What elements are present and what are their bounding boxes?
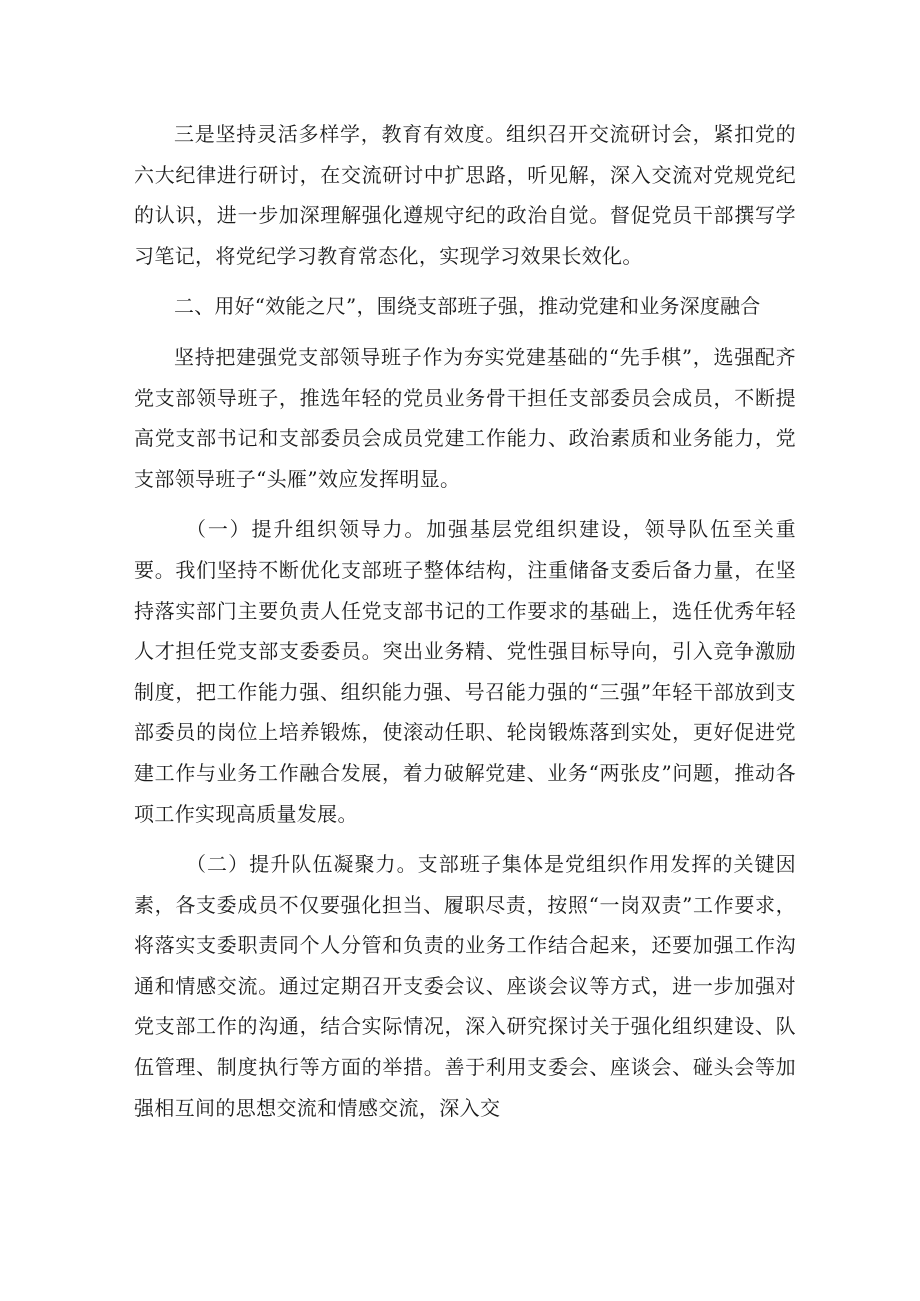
paragraph-team-cohesion: （二）提升队伍凝聚力。支部班子集体是党组织作用发挥的关键因素，各支委成员不仅要强化担当、履职尽责，按照“一岗双责”工作要求，将落实支委职责同个人分管和负责的业务工作结合起来，还要加强工作沟通和情感交流。通过定期召开支委会议、座谈会议等方式，进一步加强对党支部工作的沟通，结合实际情况，深入研究探讨关于强化组织建设、队伍管理、制度执行等方面的举措。善于利用支委会、座谈会、碰头会等加强相互间的思想交流和情感交流，深入交 (134, 852, 796, 1120)
paragraph-study-methods: 三是坚持灵活多样学，教育有效度。组织召开交流研讨会，紧扣党的六大纪律进行研讨，在交流研讨中扩思路，听见解，深入交流对党规党纪的认识，进一步加深理解强化遵规守纪的政治自觉。督促党员干部撰写学习笔记，将党纪学习教育常态化，实现学习效果长效化。 (134, 122, 796, 268)
document-body (134, 114, 796, 1138)
section-heading: 二、用好“效能之尺”，围绕支部班子强，推动党建和业务深度融合 (174, 294, 761, 319)
paragraph-branch-leadership: 坚持把建强党支部领导班子作为夯实党建基础的“先手棋”，选强配齐党支部领导班子，推选年轻的党员业务骨干担任支部委员会成员，不断提高党支部书记和支部委员会成员党建工作能力、政治素质和业务能力，党支部领导班子“头雁”效应发挥明显。 (134, 344, 796, 491)
paragraph-organizational-leadership: （一）提升组织领导力。加强基层党组织建设，领导队伍至关重要。我们坚持不断优化支部班子整体结构，注重储备支委后备力量，在坚持落实部门主要负责人任党支部书记的工作要求的基础上，选任优秀年轻人才担任党支部支委委员。突出业务精、党性强目标导向，引入竞争激励制度，把工作能力强、组织能力强、号召能力强的“三强”年轻干部放到支部委员的岗位上培养锻炼，使滚动任职、轮岗锻炼落到实处，更好促进党建工作与业务工作融合发展，着力破解党建、业务“两张皮”问题，推动各项工作实现高质量发展。 (134, 517, 796, 826)
